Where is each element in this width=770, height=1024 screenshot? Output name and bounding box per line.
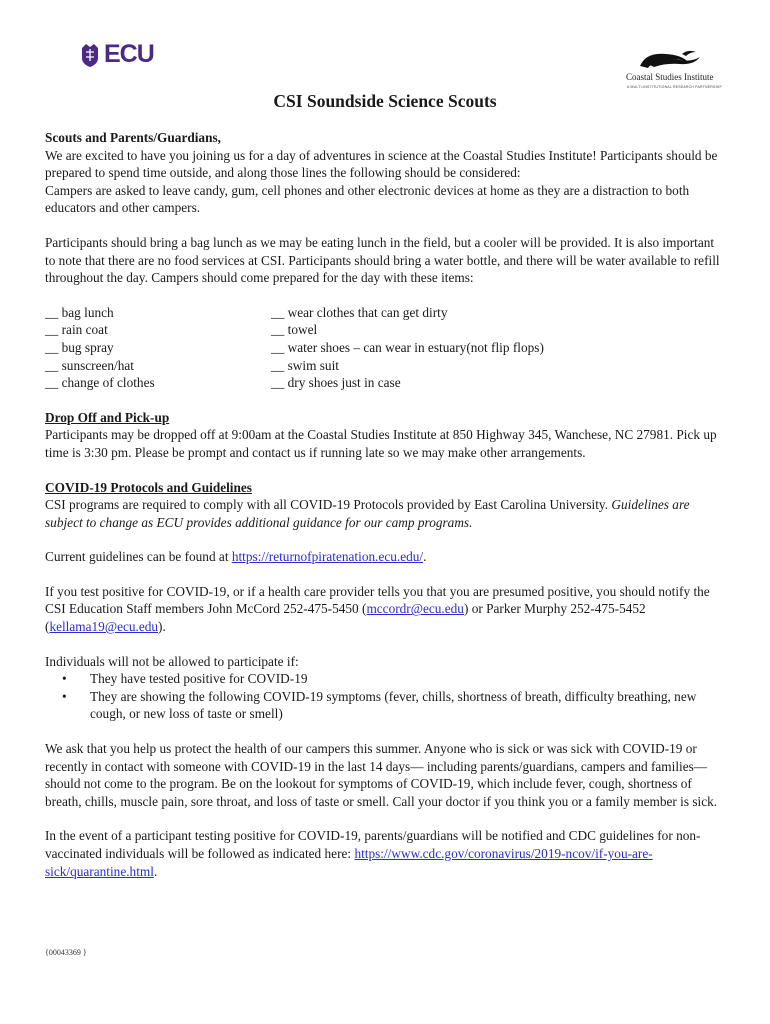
checklist-item: __ swim suit bbox=[271, 357, 339, 373]
lunch-paragraph: Participants should bring a bag lunch as we may be eating lunch in the field, but a cooler will be provided. It is also important to note that there are no food services at CSI. Participants should bring a water bottle, and there will be water available to refill throughout the day. Campers should come prepared for the day with these items: bbox=[45, 234, 720, 286]
intro-line-2: Campers are asked to leave candy, gum, cell phones and other electronic devices at home as they are a distraction to both educators and other campers. bbox=[45, 182, 690, 216]
csi-wave-icon bbox=[622, 48, 726, 70]
document-body bbox=[45, 129, 727, 880]
checklist-item: __ towel bbox=[271, 322, 318, 338]
page-title: CSI Soundside Science Scouts bbox=[273, 91, 497, 111]
dropoff-heading: Drop Off and Pick-up bbox=[45, 409, 170, 425]
checklist-item: __ change of clothes bbox=[45, 375, 155, 391]
cdc-paragraph bbox=[45, 827, 727, 880]
greeting: Scouts and Parents/Guardians, bbox=[45, 130, 221, 145]
not-allowed-list bbox=[45, 670, 727, 723]
covid-heading: COVID-19 Protocols and Guidelines bbox=[45, 479, 252, 495]
positive-text-1: If you test positive for COVID-19, or if a health care provider tells you that you are presumed positive, you should notify the CSI Education Staff members John McCord 252-475-5450 ( bbox=[45, 583, 710, 617]
intro-line-1: We are excited to have you joining us for a day of adventures in science at the Coastal Studies Institute! Participants should be prepared to spend time outside, and along those lines the following should be considered: bbox=[45, 147, 718, 181]
list-item bbox=[62, 688, 727, 723]
help-paragraph: We ask that you help us protect the health of our campers this summer. Anyone who is sick or was sick with COVID-19 or recently in contact with someone with COVID-19 in the last 14 days— including parents/guardians, campers and families— should not come to the program. Be on the lookout for symptoms of COVID-19, which include fever, cough, shortness of breath, chills, muscle pain, sore throat, and loss of taste or smell. Call your doctor if you think you or a family member is sick. bbox=[45, 741, 718, 809]
checklist-item: __ wear clothes that can get dirty bbox=[271, 304, 448, 320]
csi-logo-name: Coastal Studies Institute bbox=[626, 72, 714, 82]
cdc-text: In the event of a participant testing positive for COVID-19, parents/guardians will be notified and CDC guidelines for non-vaccinated individuals will be followed as indicated here: bbox=[45, 828, 701, 861]
current-guidelines-paragraph bbox=[45, 548, 727, 566]
positive-text-3: ). bbox=[158, 619, 166, 635]
packing-checklist bbox=[45, 304, 727, 392]
positive-text-2: ) or Parker Murphy 252-475-5452 ( bbox=[45, 601, 646, 635]
cdc-suffix: . bbox=[153, 863, 158, 879]
checklist-item: __ bug spray bbox=[45, 339, 114, 355]
positive-test-paragraph bbox=[45, 583, 727, 636]
bullet-text: They have tested positive for COVID-19 bbox=[90, 671, 308, 687]
checklist-item: __ rain coat bbox=[45, 322, 108, 338]
list-item bbox=[62, 670, 727, 688]
document-id: {00043369 } bbox=[45, 948, 87, 957]
checklist-item: __ water shoes – can wear in estuary(not flip flops) bbox=[271, 339, 544, 355]
ecu-crest-icon bbox=[80, 42, 100, 68]
current-guidelines-suffix: . bbox=[423, 549, 427, 565]
csi-logo-subtitle: A MULTI-INSTITUTIONAL RESEARCH PARTNERSHIP bbox=[627, 85, 723, 89]
checklist-left-column bbox=[45, 304, 271, 392]
checklist-item: __ bag lunch bbox=[45, 304, 114, 320]
covid-comply-paragraph bbox=[45, 496, 727, 531]
ecu-logo bbox=[80, 40, 154, 70]
covid-comply-text: CSI programs are required to comply with all COVID-19 Protocols provided by East Carolina University. bbox=[45, 497, 609, 513]
not-allowed-intro: Individuals will not be allowed to participate if: bbox=[45, 653, 299, 669]
bullet-text: They are showing the following COVID-19 symptoms (fever, chills, shortness of breath, difficulty breathing, new cough, or new loss of taste or smell) bbox=[90, 688, 697, 722]
covid-comply-italic: Guidelines are subject to change as ECU provides additional guidance for our camp programs. bbox=[45, 497, 690, 530]
checklist-item: __ dry shoes just in case bbox=[271, 375, 401, 391]
current-guidelines-text: Current guidelines can be found at bbox=[45, 549, 229, 565]
murphy-email-link[interactable]: kellama19@ecu.edu bbox=[49, 619, 159, 635]
guidelines-link[interactable]: https://returnofpiratenation.ecu.edu/ bbox=[231, 549, 424, 565]
checklist-item: __ sunscreen/hat bbox=[45, 357, 134, 373]
bullet-icon: • bbox=[62, 671, 67, 687]
cdc-link[interactable]: https://www.cdc.gov/coronavirus/2019-ncov/if-you-are-sick/quarantine.html bbox=[45, 846, 653, 879]
csi-logo bbox=[622, 48, 726, 88]
bullet-icon: • bbox=[62, 688, 67, 704]
ecu-logo-text: ECU bbox=[104, 40, 154, 69]
dropoff-text: Participants may be dropped off at 9:00am at the Coastal Studies Institute at 850 Highway 345, Wanchese, NC 27981. Pick up time is 3:30 pm. Please be prompt and contact us if running late so we may make other arrangements. bbox=[45, 427, 717, 460]
checklist-right-column bbox=[271, 304, 691, 392]
mccord-email-link[interactable]: mccordr@ecu.edu bbox=[366, 601, 464, 617]
